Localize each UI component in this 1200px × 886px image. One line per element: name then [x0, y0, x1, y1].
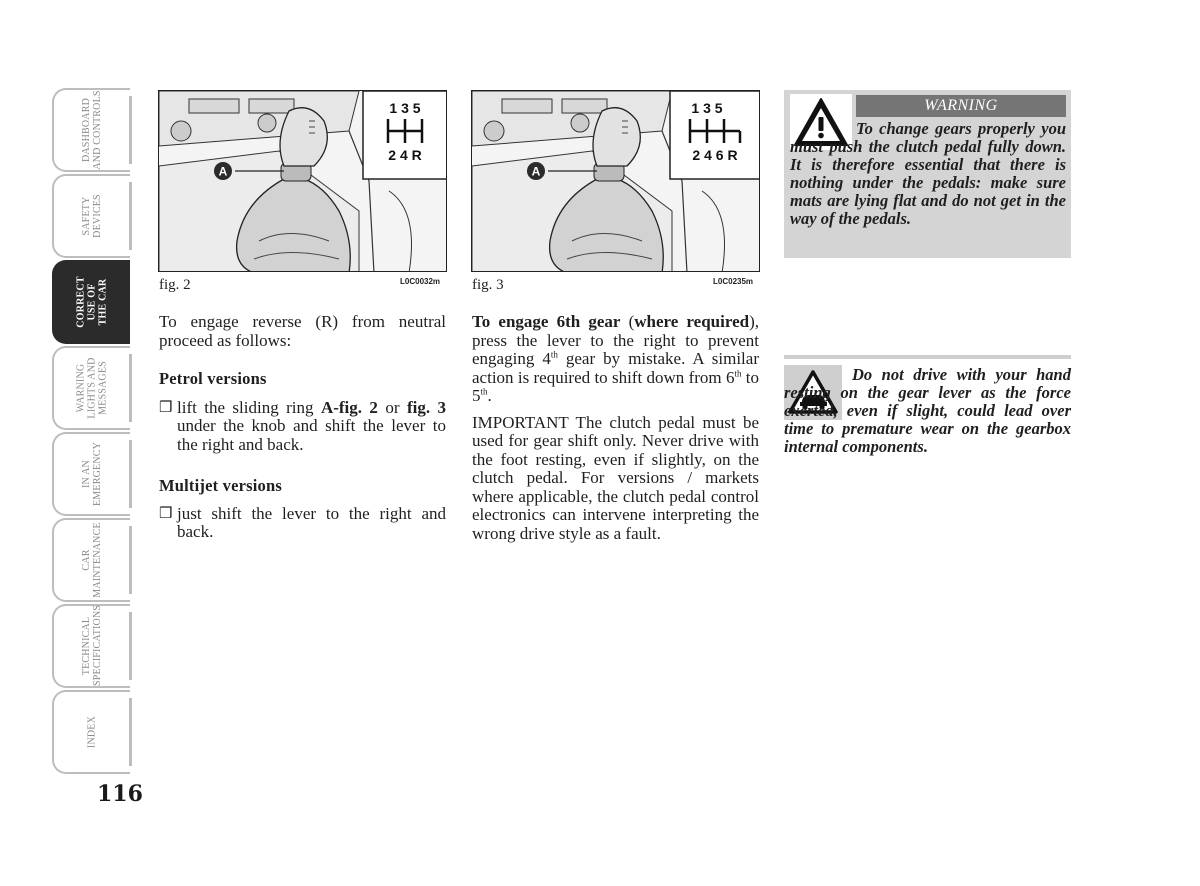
- warning-title: WARNING: [856, 95, 1066, 117]
- figure-caption: fig. 2: [159, 277, 191, 293]
- gear-pattern-top: 1 3 5: [691, 100, 723, 116]
- tab-in-an-emergency[interactable]: [52, 432, 130, 516]
- petrol-heading: Petrol versions: [159, 369, 267, 388]
- tab-safety-devices[interactable]: [52, 174, 130, 258]
- gear-pattern-bottom: 2 4 6 R: [692, 147, 738, 163]
- section-divider: [784, 355, 1071, 359]
- figure-code: L0C0032m: [400, 277, 441, 286]
- bullet-lift-ring: [159, 399, 446, 455]
- multijet-heading: Multijet versions: [159, 476, 283, 495]
- gear-pattern-top: 1 3 5: [389, 100, 421, 116]
- gear-pattern-bottom: 2 4 R: [388, 147, 422, 163]
- figure-gear-lever-5-speed: [158, 90, 447, 272]
- tab-warning-lights-and-messages[interactable]: [52, 346, 130, 430]
- figure-caption: fig. 3: [472, 277, 504, 293]
- intro-paragraph: To engage reverse (R) from neutral proceed as follows:: [159, 312, 446, 350]
- figure-code: L0C0235m: [713, 277, 754, 286]
- tab-label: SAFETY DEVICES: [81, 194, 103, 238]
- gear-lever-illustration: [159, 91, 447, 272]
- tab-dashboard-and-controls[interactable]: [52, 88, 130, 172]
- bullet-icon: ❒: [159, 399, 173, 416]
- tab-correct-use-of-the-car[interactable]: [52, 260, 130, 344]
- tab-technical-specifications[interactable]: [52, 604, 130, 688]
- callout-a: A: [531, 164, 541, 179]
- tab-label: IN AN EMERGENCY: [81, 441, 103, 507]
- important-paragraph: IMPORTANT The clutch pedal must be used for gear shift only. Never drive with the foot resting, even if slightly, on the clutch pedal. For versions / markets where applicable, the clutch pedal control electronics can intervene interpreting the wrong drive style as a fault.: [472, 412, 759, 543]
- tab-label: CAR MAINTENANCE: [81, 522, 103, 598]
- tab-car-maintenance[interactable]: [52, 518, 130, 602]
- bullet-text: just shift the lever to the right and back.: [177, 503, 446, 541]
- gear-lever-illustration: [472, 91, 760, 272]
- callout-a: A: [218, 164, 228, 179]
- tab-label: DASHBOARD AND CONTROLS: [81, 90, 103, 170]
- note-text: Do not drive with your hand resting on the gear lever as the force exerted, even if slight, could lead over time to premature wear on the gearbox internal components.: [784, 365, 1071, 456]
- tab-label: WARNING LIGHTS AND MESSAGES: [75, 357, 109, 419]
- tab-label: TECHNICAL SPECIFICATIONS: [81, 604, 103, 686]
- tab-label: CORRECT USE OF THE CAR: [75, 276, 109, 328]
- tab-label: INDEX: [86, 715, 98, 749]
- column-reverse-gear: [159, 313, 446, 542]
- column-sixth-gear: [472, 313, 759, 543]
- page-number: 116: [97, 781, 143, 807]
- figure-gear-lever-6-speed: [471, 90, 760, 272]
- bullet-icon: ❒: [159, 505, 173, 522]
- bullet-text: lift the sliding ring A-fig. 2 or fig. 3 under the knob and shift the lever to the right and back.: [177, 397, 446, 454]
- sixth-gear-paragraph: To engage 6th gear (where required), press the lever to the right to prevent engaging 4th gear by mistake. A similar action is required to shift down from 6th to 5th.: [472, 312, 760, 405]
- warning-box: [784, 90, 1071, 258]
- bullet-shift-lever: [159, 505, 446, 542]
- tab-index[interactable]: [52, 690, 130, 774]
- warning-text: To change gears properly you must push the clutch pedal fully down. It is therefore essential that there is nothing under the pedals: make sure mats are lying flat and do not get in the way of the pedals.: [790, 119, 1066, 228]
